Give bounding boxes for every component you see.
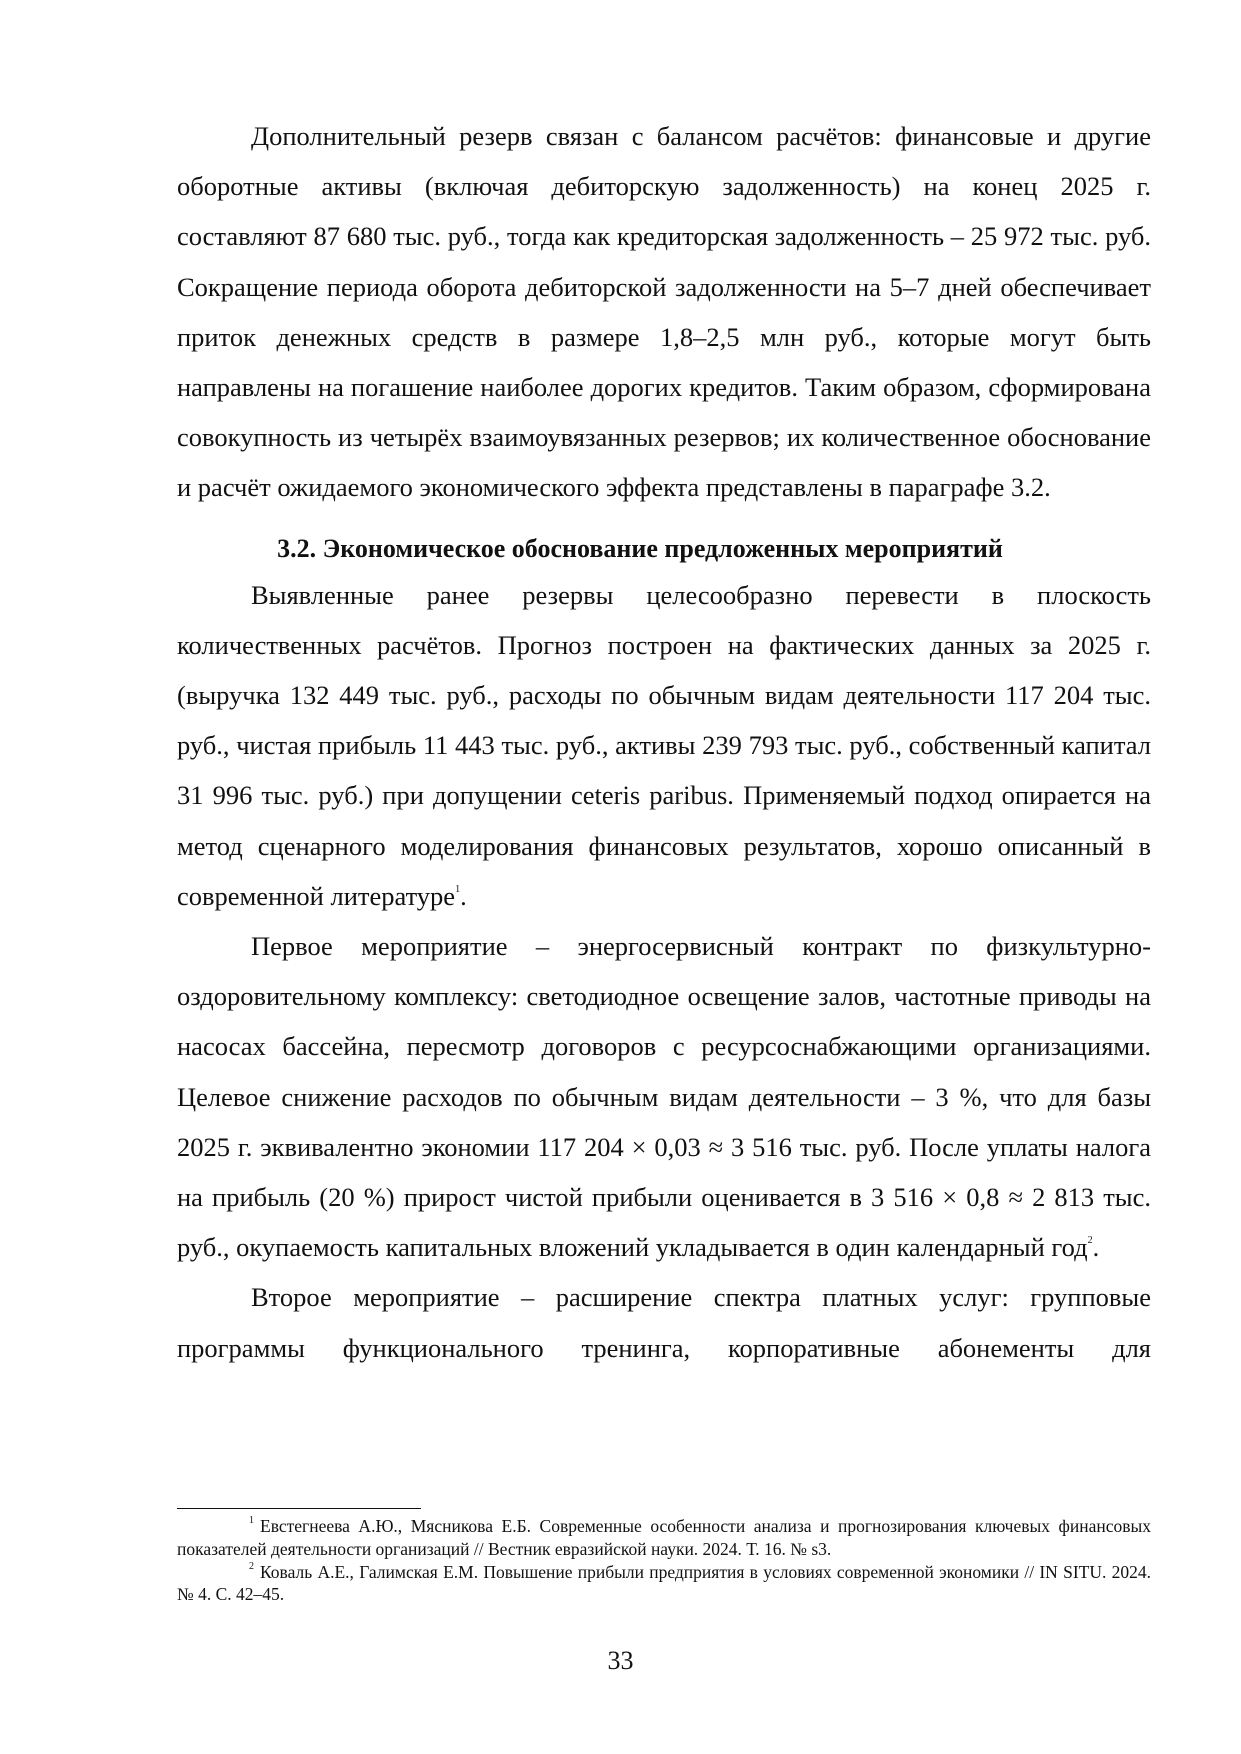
footnote-text: Коваль А.Е., Галимская Е.М. Повышение прибыли предприятия в условиях современной экономики // IN SITU. 2024. № 4. С. 42–45. xyxy=(177,1561,1151,1605)
paragraph-text: Второе мероприятие – расширение спектра платных услуг: групповые программы функционального тренинга, корпоративные абонементы для xyxy=(177,1282,1151,1363)
footnote-text: Евстегнеева А.Ю., Мясникова Е.Б. Современные особенности анализа и прогнозирования ключевых финансовых показателей деятельности организаций // Вестник евразийской науки. 2024. Т. 16. № s3. xyxy=(177,1516,1151,1559)
footnote-reference[interactable]: 2 xyxy=(1087,1235,1093,1247)
footnotes-area xyxy=(177,1515,1151,1606)
paragraph-text: Дополнительный резерв связан с балансом расчётов: финансовые и другие оборотные активы (включая дебиторскую задолженность) на конец 2025 г. составляют 87 680 тыс. руб., тогда как кредиторская задолженность – 25 972 тыс. руб. Сокращение периода оборота дебиторской задолженности на 5–7 дней обеспечивает приток денежных средств в размере 1,8–2,5 млн руб., которые могут быть направлены на погашение наиболее дорогих кредитов. Таким образом, сформирована совокупность из четырёх взаимоувязанных резервов; их количественное обоснование и расчёт ожидаемого экономического эффекта представлены в параграфе 3.2. xyxy=(177,121,1151,503)
body-paragraph xyxy=(177,570,1151,921)
paragraph-tail: . xyxy=(460,880,467,911)
footnote-separator xyxy=(177,1508,421,1509)
footnote xyxy=(177,1561,1151,1607)
footnote-number: 2 xyxy=(249,1560,254,1572)
footnote-number: 1 xyxy=(249,1515,254,1527)
body-paragraph xyxy=(177,921,1151,1272)
body-paragraph xyxy=(177,1272,1151,1372)
page-body xyxy=(177,111,1151,1373)
footnote-reference[interactable]: 1 xyxy=(455,884,461,896)
page-number: 33 xyxy=(607,1646,634,1675)
body-paragraph xyxy=(177,111,1151,513)
paragraph-text: Первое мероприятие – энергосервисный контракт по физкультурно-оздоровительному комплексу: светодиодное освещение залов, частотные приводы на насосах бассейна, пересмотр договоров с ресурсоснабжающими организациями. Целевое снижение расходов по обычным видам деятельности – 3 %, что для базы 2025 г. эквивалентно экономии 117 204 × 0,03 ≈ 3 516 тыс. руб. После уплаты налога на прибыль (20 %) прирост чистой прибыли оценивается в 3 516 × 0,8 ≈ 2 813 тыс. руб., окупаемость капитальных вложений укладывается в один календарный год xyxy=(177,931,1151,1263)
paragraph-tail: . xyxy=(1092,1232,1100,1263)
paragraph-text: Выявленные ранее резервы целесообразно перевести в плоскость количественных расчётов. Прогноз построен на фактических данных за 2025 г. (выручка 132 449 тыс. руб., расходы по обычным видам деятельности 117 204 тыс. руб., чистая прибыль 11 443 тыс. руб., активы 239 793 тыс. руб., собственный капитал 31 996 тыс. руб.) при допущении ceteris paribus. Применяемый подход опирается на метод сценарного моделирования финансовых результатов, хорошо описанный в современной литературе xyxy=(177,579,1151,911)
footnote xyxy=(177,1515,1151,1561)
section-heading: 3.2. Экономическое обоснование предложенных мероприятий xyxy=(277,533,1003,563)
